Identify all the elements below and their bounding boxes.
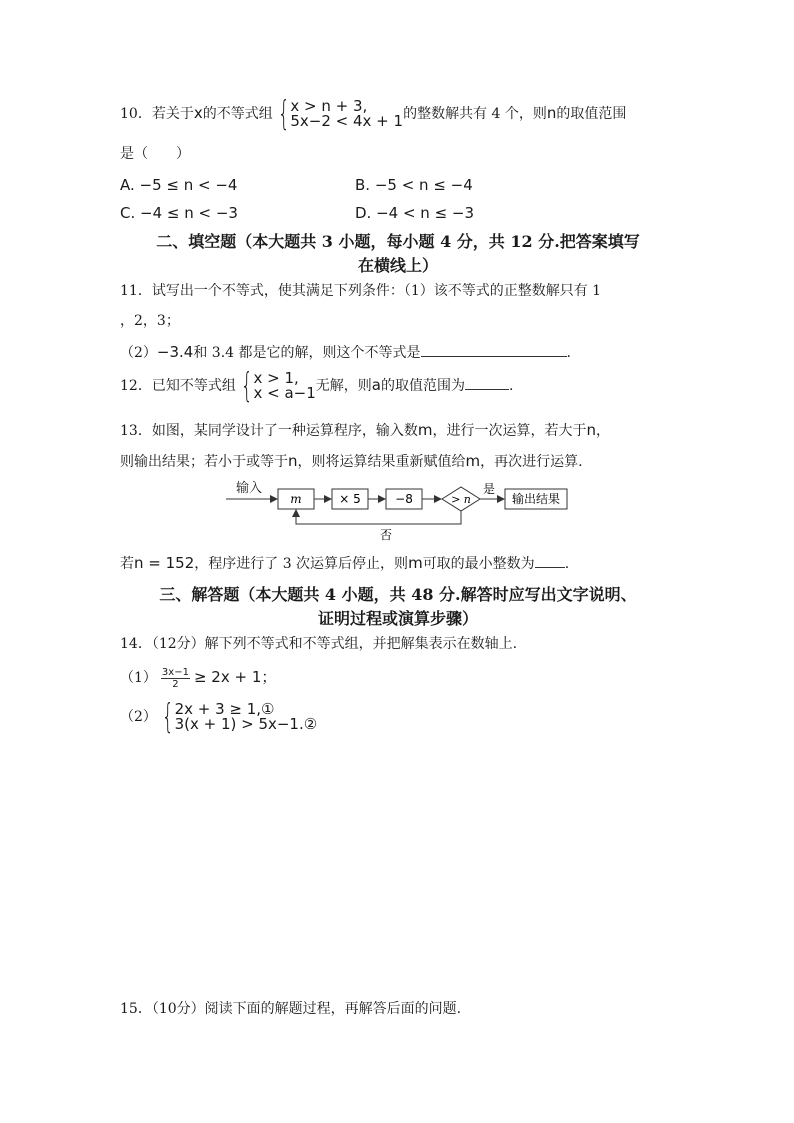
q10-option-a: A. −5 ≤ n < −4 [120,176,238,194]
q10-option-b: B. −5 < n ≤ −4 [355,176,473,194]
q15-stem: 15．（10分）阅读下面的解题过程，再解答后面的问题. [120,1001,462,1017]
flow-box-m-label: m [290,492,302,506]
q10-stem: 10．若关于x的不等式组 { x > n + 3, 5x−2 < 4x + 1 的整数解共有 4 个，则n的取值范围 [120,94,627,134]
q13-line3: 若n = 152，程序进行了 3 次运算后停止，则m可取的最小整数为 . [120,554,570,572]
q11-answer-blank[interactable] [421,356,567,357]
q10-inequality-system: { x > n + 3, 5x−2 < 4x + 1 [277,94,404,134]
q11-line2: ，2，3； [120,313,180,329]
q11-line1: 11．试写出一个不等式，使其满足下列条件：（1）该不等式的正整数解只有 1 [120,283,602,299]
q14-part2: （2） { 2x + 3 ≥ 1,① 3(x + 1) > 5x−1.② [120,697,318,737]
q11-line3: （2）−3.4和 3.4 都是它的解，则这个不等式是 . [120,343,571,361]
q12-answer-blank[interactable] [465,389,509,390]
q13-answer-blank[interactable] [535,567,565,568]
section3-heading: 三、解答题（本大题共 4 小题，共 48 分.解答时应写出文字说明、 证明过程或演算步骤） [159,585,637,628]
q14-fraction: $\frac{3x-1}{2}$ [161,666,189,690]
section2-heading: 二、填空题（本大题共 3 小题，每小题 4 分，共 12 分.把答案填写 在横线上） [156,232,640,275]
q14-inequality-system: { 2x + 3 ≥ 1,① 3(x + 1) > 5x−1.② [161,697,318,737]
q14-part1: （1） $\frac{3x-1}{2}$ ≥ 2x + 1； [120,666,277,690]
flow-yes-label: 是 [483,482,496,496]
q13-line2: 则输出结果；若小于或等于n，则将运算结果重新赋值给m，再次进行运算. [120,452,583,470]
q13-line1: 13．如图，某同学设计了一种运算程序，输入数m，进行一次运算，若大于n， [120,421,610,439]
q10-option-c: C. −4 ≤ n < −3 [120,204,238,222]
flow-diamond-label: > n [451,493,471,506]
q13-flowchart [220,478,580,544]
flow-output-label: 输出结果 [511,492,561,506]
flow-box-minus-label: −8 [395,492,413,506]
q10-stem-cont: 是（ ） [120,146,190,162]
flow-box-times-label: × 5 [339,492,361,506]
q12-inequality-system: { x > 1, x < a−1 [240,366,316,406]
q10-option-d: D. −4 < n ≤ −3 [355,204,475,222]
q14-stem: 14．（12分）解下列不等式和不等式组，并把解集表示在数轴上. [120,636,518,652]
q12-stem: 12．已知不等式组 { x > 1, x < a−1 无解，则a的取值范围为 . [120,366,514,406]
flow-input-label: 输入 [236,481,263,496]
flow-no-label: 否 [380,528,393,542]
